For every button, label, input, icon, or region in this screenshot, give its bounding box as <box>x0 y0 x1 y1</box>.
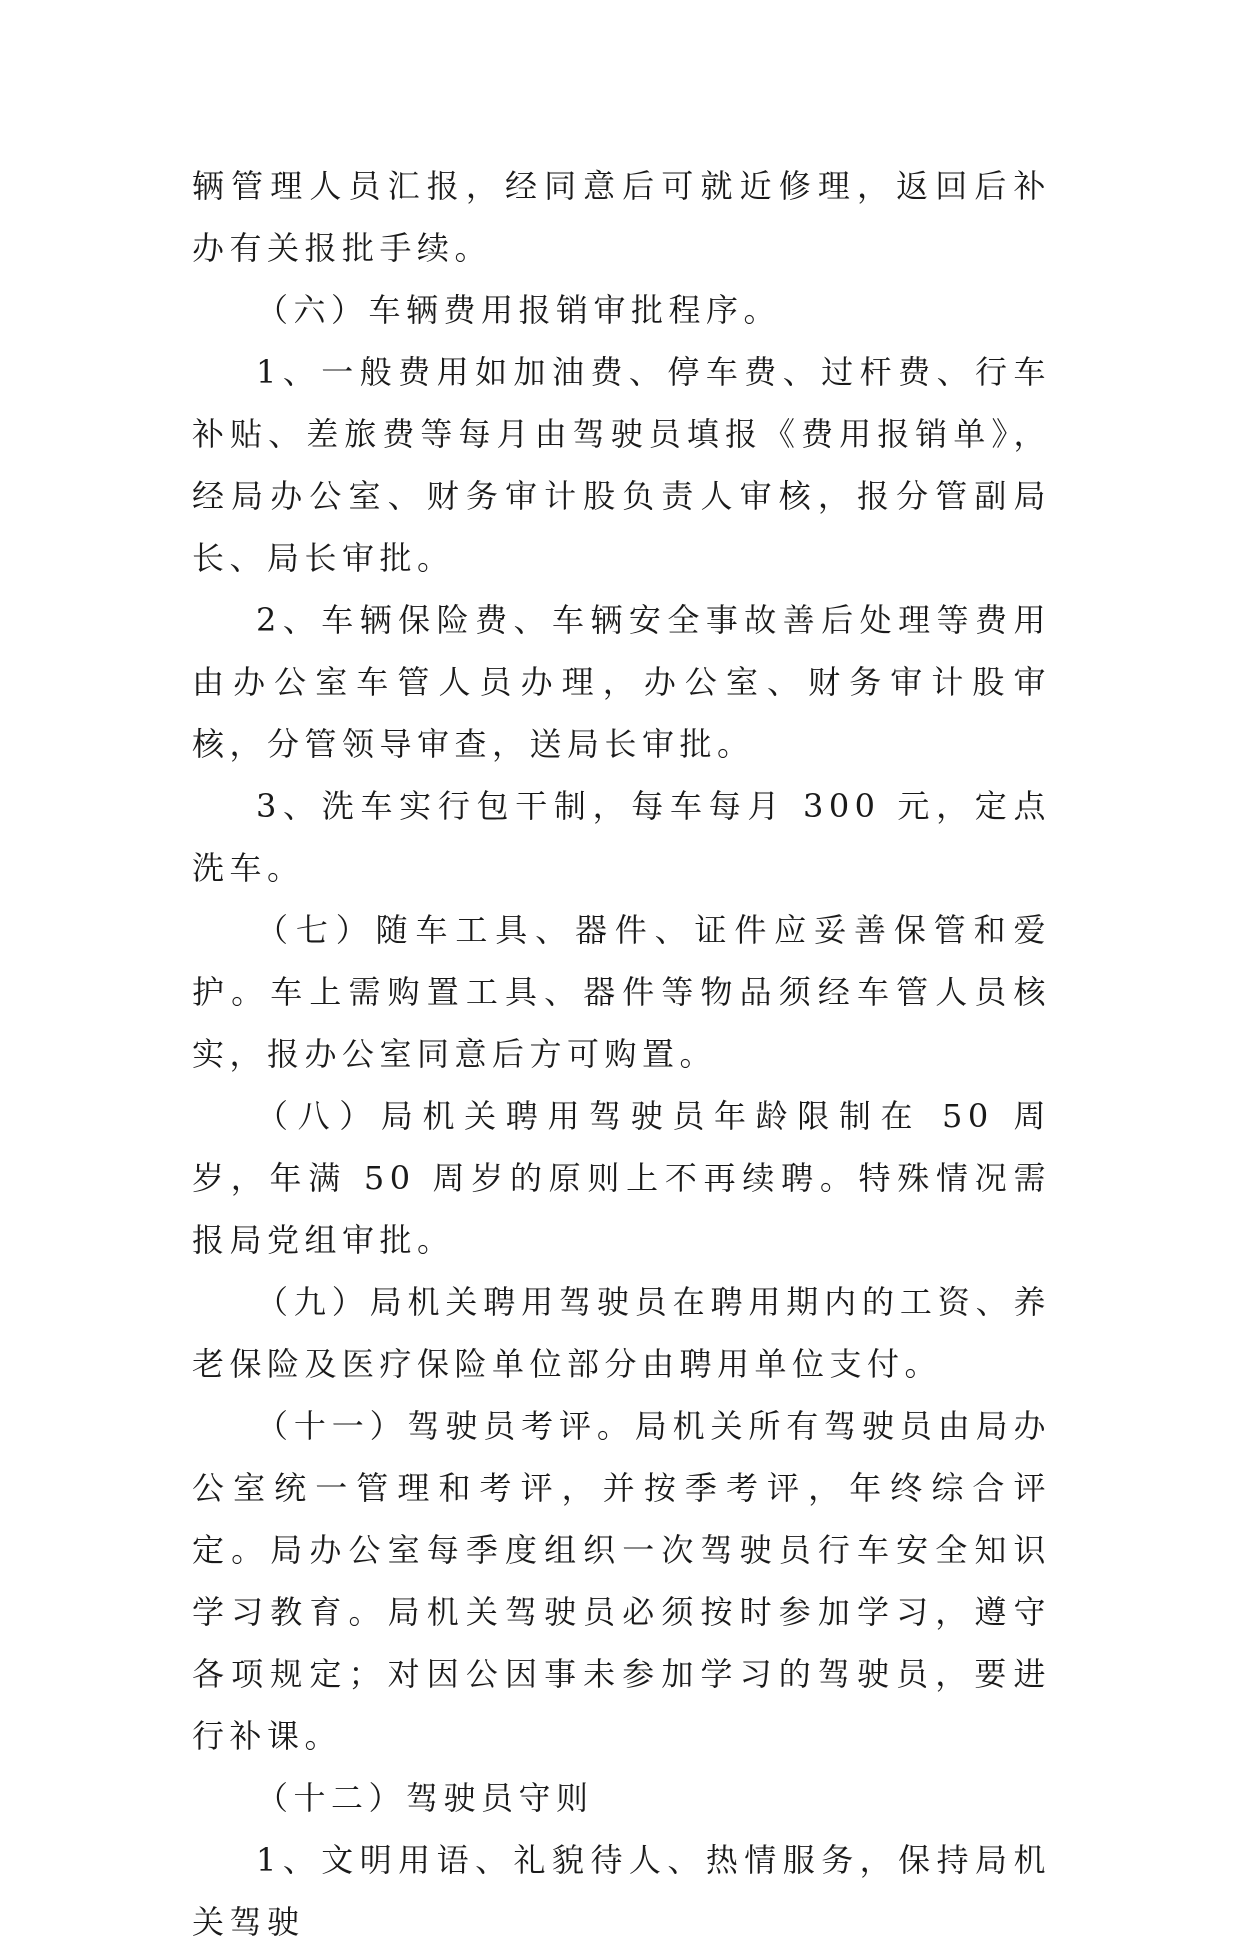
paragraph-section-6-heading: （六）车辆费用报销审批程序。 <box>256 291 782 329</box>
paragraph-section-12-item-1: 1、文明用语、礼貌待人、热情服务，保持局机关驾驶 <box>192 1841 1051 1941</box>
paragraph-section-6-item-3: 3、洗车实行包干制，每车每月 300 元，定点洗车。 <box>192 787 1051 887</box>
paragraph-section-6-item-2: 2、车辆保险费、车辆安全事故善后处理等费用由办公室车管人员办理，办公室、财务审计股审核，分管领导审查，送局长审批。 <box>192 601 1051 763</box>
paragraph-section-12-heading: （十二）驾驶员守则 <box>256 1779 594 1817</box>
paragraph-section-6-item-1: 1、一般费用如加油费、停车费、过杆费、行车补贴、差旅费等每月由驾驶员填报《费用报销单》，经局办公室、财务审计股负责人审核，报分管副局长、局长审批。 <box>192 353 1051 577</box>
paragraph-section-8: （八）局机关聘用驾驶员年龄限制在 50 周岁，年满 50 周岁的原则上不再续聘。特殊情况需报局党组审批。 <box>192 1097 1051 1259</box>
paragraph-section-7: （七）随车工具、器件、证件应妥善保管和爱护。车上需购置工具、器件等物品须经车管人员核实，报办公室同意后方可购置。 <box>192 911 1051 1073</box>
paragraph-section-9: （九）局机关聘用驾驶员在聘用期内的工资、养老保险及医疗保险单位部分由聘用单位支付。 <box>192 1283 1051 1383</box>
paragraph-continuation: 辆管理人员汇报，经同意后可就近修理，返回后补办有关报批手续。 <box>192 167 1051 267</box>
paragraph-section-11: （十一）驾驶员考评。局机关所有驾驶员由局办公室统一管理和考评，并按季考评，年终综合评定。局办公室每季度组织一次驾驶员行车安全知识学习教育。局机关驾驶员必须按时参加学习，遵守各项规定；对因公因事未参加学习的驾驶员，要进行补课。 <box>192 1407 1051 1755</box>
